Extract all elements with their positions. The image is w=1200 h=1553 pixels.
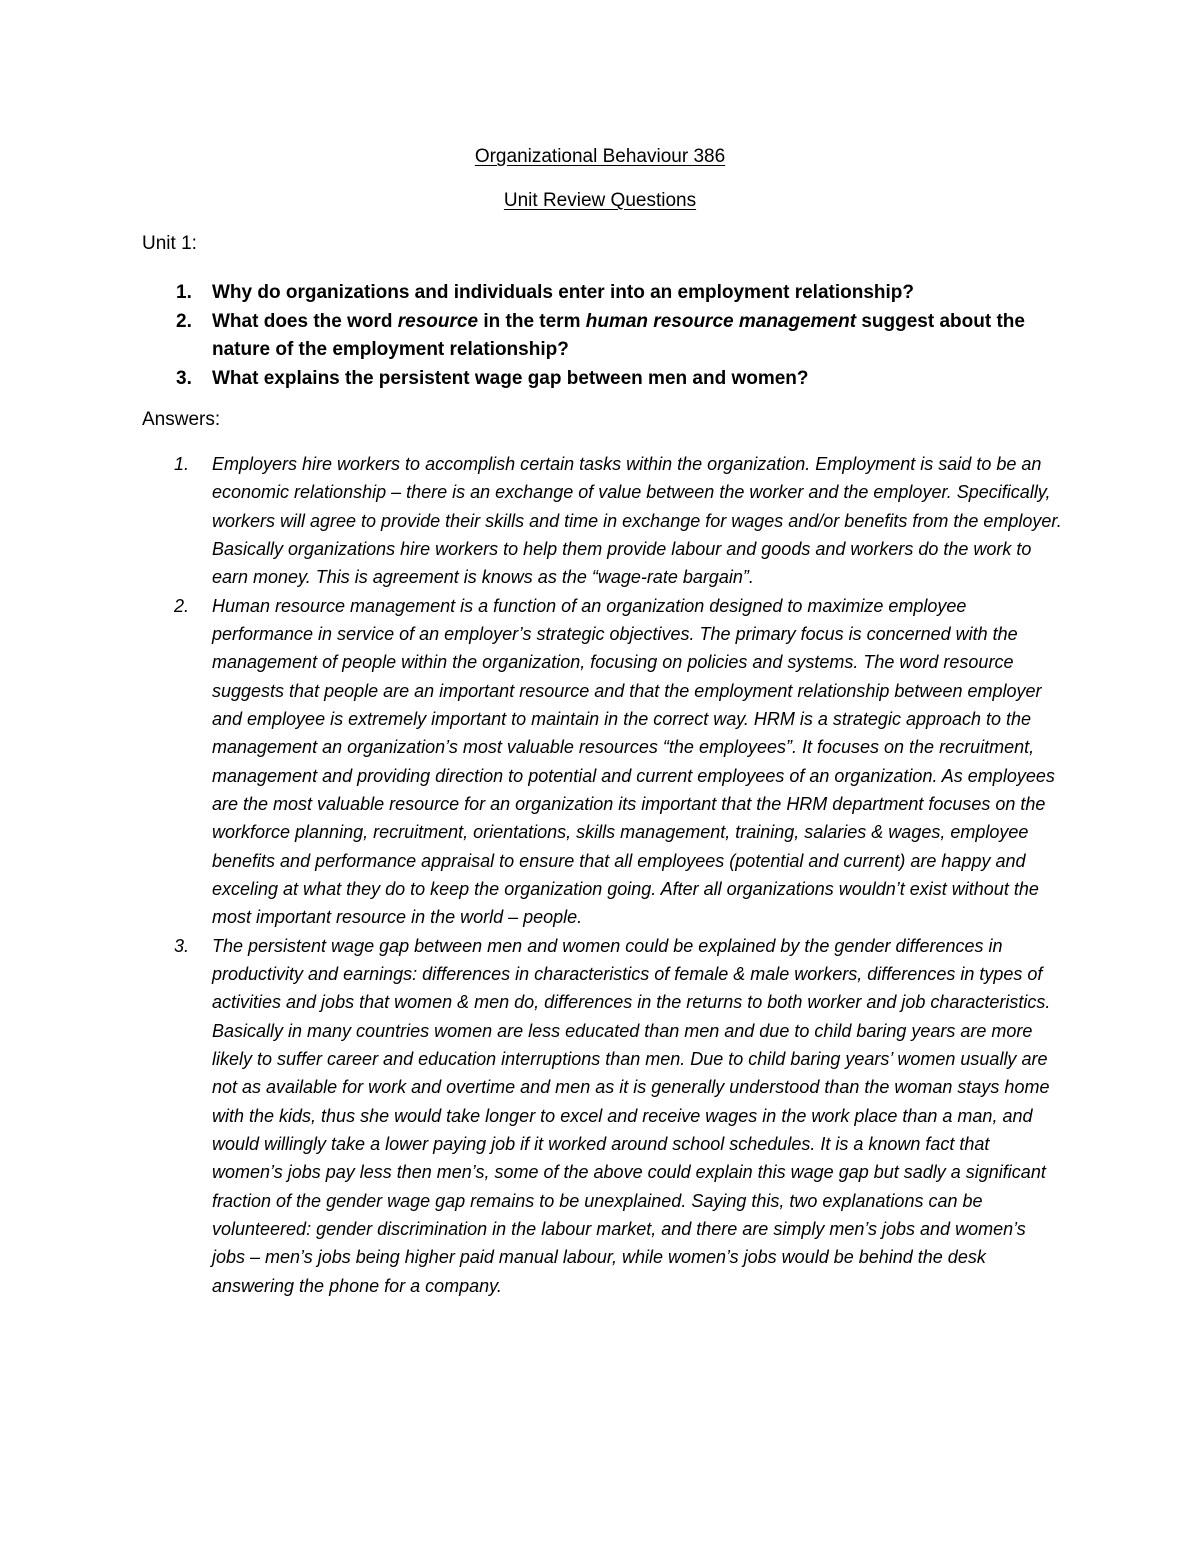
- document-subtitle: Unit Review Questions: [503, 190, 697, 211]
- answer-list: [142, 450, 1062, 1300]
- answers-heading: Answers:: [142, 409, 221, 430]
- question-number: 1.: [176, 282, 192, 303]
- question-number: 2.: [176, 310, 192, 332]
- question-text-part: suggest about the nature of the employment relationship?: [212, 310, 1025, 360]
- question-emphasis: human resource management: [585, 310, 857, 332]
- answer-item: [142, 932, 1062, 1300]
- answer-item: [142, 450, 1062, 592]
- question-emphasis: resource: [397, 310, 479, 332]
- answer-text: Employers hire workers to accomplish certain tasks within the organization. Employment is said to be an economic relationship – there is an exchange of value between the worker and the employer. Specifically, workers will agree to provide their skills and time in exchange for wages and/or benefits from the employer. Basically organizations hire workers to help them provide labour and goods and workers do the work to earn money. This is agreement is knows as the “wage-rate bargain”.: [212, 454, 1062, 588]
- question-item: [142, 279, 1052, 308]
- question-text: What explains the persistent wage gap between men and women?: [212, 367, 809, 389]
- question-number: 3.: [176, 367, 192, 389]
- question-text-part: in the term: [478, 310, 586, 332]
- question-item: [142, 308, 1052, 365]
- answer-number: 1.: [174, 454, 190, 474]
- answer-text: Human resource management is a function of an organization designed to maximize employee performance in service of an employer’s strategic objectives. The primary focus is concerned with the management of people within the organization, focusing on policies and systems. The word resource suggests that people are an important resource and that the employment relationship between employer and employee is extremely important to maintain in the correct way. HRM is a strategic approach to the management an organization’s most valuable resources “the employees”. It focuses on the recruitment, management and providing direction to potential and current employees of an organization. As employees are the most valuable resource for an organization its important that the HRM department focuses on the workforce planning, recruitment, orientations, skills management, training, salaries & wages, employee benefits and performance appraisal to ensure that all employees (potential and current) are happy and exceling at what they do to keep the organization going. After all organizations wouldn’t exist without the most important resource in the world – people.: [212, 595, 1055, 928]
- question-text-part: What does the word: [212, 310, 398, 332]
- answer-number: 3.: [174, 935, 190, 956]
- answer-text: The persistent wage gap between men and women could be explained by the gender differences in productivity and earnings: differences in characteristics of female & male workers, differences in types of activities and jobs that women & men do, differences in the returns to both worker and job characteristics. Basically in many countries women are less educated than men and due to child baring years are more likely to suffer career and education interruptions than men. Due to child baring years’ women usually are not as available for work and overtime and men as it is generally understood than the woman stays home with the kids, thus she would take longer to excel and receive wages in the work place than a man, and would willingly take a lower paying job if it worked around school schedules. It is a known fact that women’s jobs pay less then men’s, some of the above could explain this wage gap but sadly a significant fraction of the gender wage gap remains to be unexplained. Saying this, two explanations can be volunteered: gender discrimination in the labour market, and there are simply men’s jobs and women’s jobs – men’s jobs being higher paid manual labour, while women’s jobs would be behind the desk answering the phone for a company.: [212, 935, 1051, 1296]
- answer-item: [142, 592, 1062, 932]
- document-title: Organizational Behaviour 386: [474, 146, 726, 167]
- question-text: Why do organizations and individuals enter into an employment relationship?: [212, 282, 915, 303]
- question-list: [142, 279, 1052, 393]
- question-item: [142, 365, 1052, 394]
- answer-number: 2.: [174, 595, 190, 616]
- unit-heading: Unit 1:: [142, 233, 197, 254]
